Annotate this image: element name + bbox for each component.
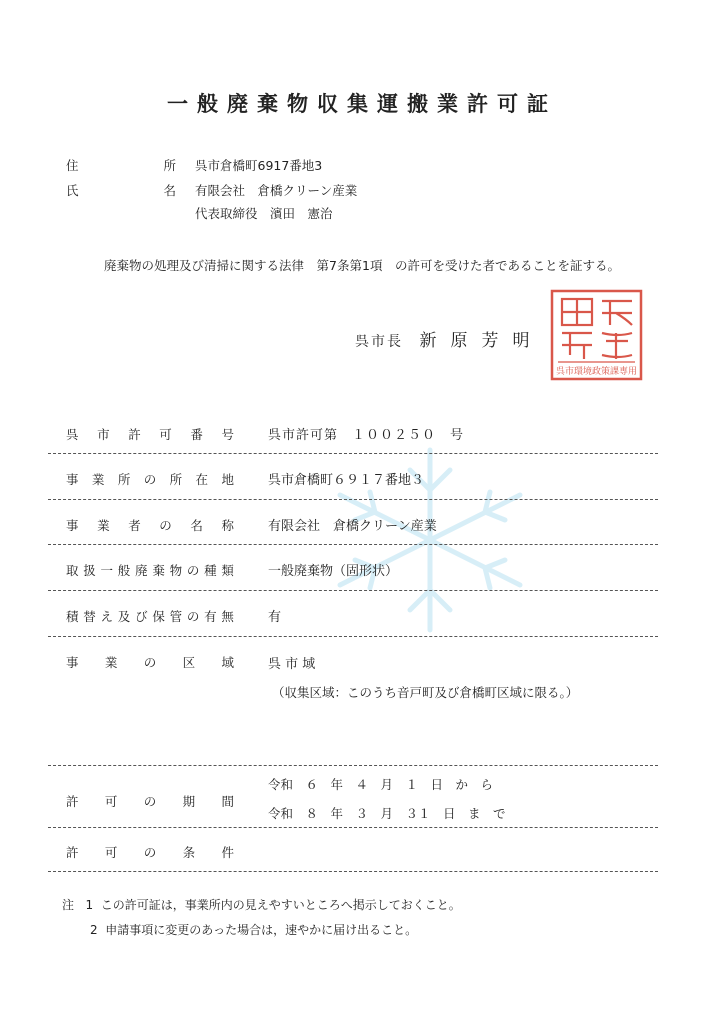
divider [48,544,658,545]
row-value-transfer-storage: 有 [268,610,282,625]
divider [48,827,658,828]
permit-period-from: 令和 ６ 年 ４ 月 １ 日 か ら [268,777,494,792]
permit-period-to: 令和 ８ 年 ３ 月 ３１ 日 ま で [268,806,506,821]
row-label-office-location: 事 業 所 の 所 在 地 [66,472,234,487]
official-seal-icon [550,289,643,381]
name-label: 氏 名 [66,183,176,198]
row-label-business-name: 事 業 者 の 名 称 [66,518,234,533]
divider [48,636,658,637]
divider [48,765,658,766]
name-value-representative: 代表取締役 濱田 憲治 [195,206,333,221]
issuer-name: 新原芳明 [419,331,544,351]
row-label-permit-period: 許 可 の 期 間 [66,794,234,809]
address-label: 住 所 [66,158,176,173]
divider [48,499,658,500]
row-value-waste-type: 一般廃棄物（固形状） [268,564,399,579]
row-value-business-name: 有限会社 倉橋クリーン産業 [268,519,437,534]
row-label-permit-conditions: 許 可 の 条 件 [66,845,234,860]
issuer-title: 呉市長 [355,334,403,350]
name-value-company: 有限会社 倉橋クリーン産業 [195,183,358,198]
note-1 [62,896,461,913]
divider [48,871,658,872]
row-value-business-area-note: （収集区域：このうち音戸町及び倉橋町区域に限る。） [272,685,579,700]
note-number: 1 [85,898,94,912]
note-number: 2 [90,923,98,937]
note-2 [90,921,417,938]
row-label-business-area: 事 業 の 区 域 [66,655,234,670]
note-text: この許可証は，事業所内の見えやすいところへ掲示しておくこと。 [100,898,461,912]
divider [48,590,658,591]
row-label-transfer-storage: 積 替 え 及 び 保 管 の 有 無 [66,609,234,624]
note-prefix: 注 [62,898,75,912]
note-text: 申請事項に変更のあった場合は，速やかに届け出ること。 [105,923,418,937]
row-value-permit-number: 呉市許可第 １００２５０ 号 [268,428,465,443]
row-label-waste-type: 取 扱 一 般 廃 棄 物 の 種 類 [66,563,234,578]
document-title: 一般廃棄物収集運搬業許可証 [167,92,557,116]
issuer-line [355,326,543,351]
row-value-office-location: 呉市倉橋町６９１７番地３ [268,473,425,488]
divider [48,453,658,454]
row-value-business-area: 呉 市 域 [268,657,316,672]
row-label-permit-number: 呉 市 許 可 番 号 [66,427,234,442]
svg-text:呉市環境政策課専用: 呉市環境政策課専用 [555,367,638,377]
address-value: 呉市倉橋町6917番地3 [195,158,323,173]
certification-statement: 廃棄物の処理及び清掃に関する法律 第7条第1項 の許可を受けた者であることを証する。 [104,258,620,273]
